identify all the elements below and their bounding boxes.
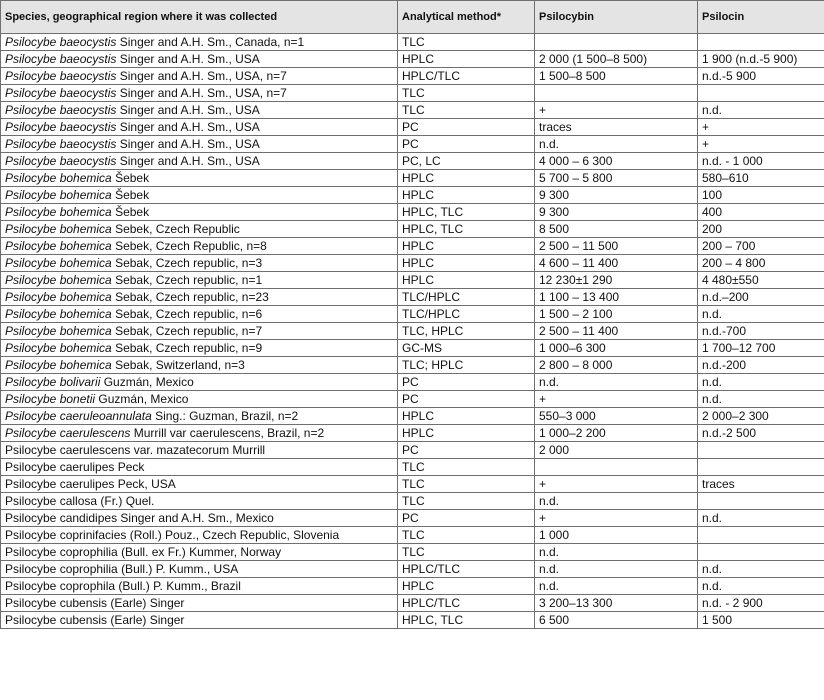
cell-method: TLC/HPLC: [398, 289, 535, 306]
cell-species: [1, 544, 398, 561]
table-row: [1, 323, 824, 340]
species-details: Guzmán, Mexico: [100, 375, 194, 389]
cell-psilocybin: n.d.: [535, 136, 698, 153]
cell-method: PC: [398, 391, 535, 408]
table-row: [1, 391, 824, 408]
cell-psilocybin: 3 200–13 300: [535, 595, 698, 612]
cell-psilocybin: n.d.: [535, 493, 698, 510]
cell-species: [1, 340, 398, 357]
cell-psilocin: n.d.-5 900: [698, 68, 824, 85]
species-details: Guzmán, Mexico: [95, 392, 189, 406]
species-details: Singer and A.H. Sm., USA: [116, 103, 260, 117]
cell-species: [1, 136, 398, 153]
cell-psilocybin: n.d.: [535, 578, 698, 595]
species-details: Sebek, Czech Republic, n=8: [111, 239, 267, 253]
cell-species: [1, 476, 398, 493]
cell-method: HPLC: [398, 255, 535, 272]
cell-psilocybin: +: [535, 510, 698, 527]
cell-psilocybin: 4 000 – 6 300: [535, 153, 698, 170]
cell-species: [1, 510, 398, 527]
cell-psilocybin: 1 000–2 200: [535, 425, 698, 442]
species-details: Singer and A.H. Sm., Canada, n=1: [116, 35, 305, 49]
table-row: [1, 459, 824, 476]
cell-psilocin: [698, 34, 824, 51]
cell-psilocybin: 6 500: [535, 612, 698, 629]
cell-psilocin: 1 700–12 700: [698, 340, 824, 357]
species-name: Psilocybe baeocystis: [5, 69, 117, 83]
table-row: [1, 34, 824, 51]
species-details: Sebak, Czech republic, n=6: [111, 307, 263, 321]
cell-psilocin: 1 500: [698, 612, 824, 629]
cell-method: HPLC/TLC: [398, 595, 535, 612]
table-row: [1, 255, 824, 272]
species-name: Psilocybe bohemica: [5, 273, 112, 287]
table-row: [1, 102, 824, 119]
col-header-psilocybin: Psilocybin: [535, 1, 698, 34]
cell-method: HPLC: [398, 170, 535, 187]
cell-psilocybin: 2 000 (1 500–8 500): [535, 51, 698, 68]
cell-species: [1, 34, 398, 51]
cell-species: [1, 612, 398, 629]
cell-species: [1, 153, 398, 170]
cell-psilocybin: 8 500: [535, 221, 698, 238]
cell-psilocin: 580–610: [698, 170, 824, 187]
cell-psilocin: +: [698, 119, 824, 136]
species-details: Psilocybe caerulipes Peck: [5, 460, 145, 474]
cell-psilocybin: 9 300: [535, 187, 698, 204]
cell-psilocin: 100: [698, 187, 824, 204]
cell-psilocin: [698, 527, 824, 544]
cell-method: TLC: [398, 85, 535, 102]
species-details: Sebak, Czech republic, n=7: [111, 324, 263, 338]
cell-species: [1, 408, 398, 425]
cell-method: HPLC: [398, 578, 535, 595]
cell-species: [1, 493, 398, 510]
cell-method: PC: [398, 136, 535, 153]
table-row: [1, 272, 824, 289]
cell-species: [1, 425, 398, 442]
cell-psilocin: n.d.: [698, 561, 824, 578]
species-name: Psilocybe bohemica: [5, 341, 112, 355]
cell-species: [1, 119, 398, 136]
cell-method: TLC: [398, 34, 535, 51]
cell-method: HPLC, TLC: [398, 204, 535, 221]
cell-method: PC, LC: [398, 153, 535, 170]
cell-method: TLC: [398, 544, 535, 561]
species-details: Šebek: [111, 188, 150, 202]
cell-psilocybin: n.d.: [535, 374, 698, 391]
cell-method: HPLC: [398, 51, 535, 68]
cell-psilocin: [698, 442, 824, 459]
cell-psilocin: [698, 493, 824, 510]
cell-species: [1, 306, 398, 323]
cell-species: [1, 527, 398, 544]
species-details: Sebak, Czech republic, n=3: [111, 256, 263, 270]
cell-psilocybin: 550–3 000: [535, 408, 698, 425]
cell-species: [1, 204, 398, 221]
cell-psilocybin: +: [535, 476, 698, 493]
table-row: [1, 425, 824, 442]
cell-species: [1, 170, 398, 187]
cell-method: TLC, HPLC: [398, 323, 535, 340]
species-details: Psilocybe callosa (Fr.) Quel.: [5, 494, 155, 508]
table-row: [1, 408, 824, 425]
species-details: Šebek: [111, 205, 150, 219]
cell-method: PC: [398, 374, 535, 391]
cell-species: [1, 51, 398, 68]
cell-psilocin: n.d.: [698, 374, 824, 391]
cell-psilocybin: n.d.: [535, 561, 698, 578]
species-details: Psilocybe coprinifacies (Roll.) Pouz., Czech Republic, Slovenia: [5, 528, 340, 542]
cell-psilocin: [698, 85, 824, 102]
table-row: [1, 51, 824, 68]
cell-psilocin: traces: [698, 476, 824, 493]
species-name: Psilocybe baeocystis: [5, 137, 117, 151]
cell-psilocin: 1 900 (n.d.-5 900): [698, 51, 824, 68]
species-details: Sebak, Switzerland, n=3: [111, 358, 245, 372]
cell-psilocybin: 1 500 – 2 100: [535, 306, 698, 323]
table-row: [1, 561, 824, 578]
cell-method: HPLC: [398, 187, 535, 204]
cell-psilocin: 200 – 4 800: [698, 255, 824, 272]
cell-species: [1, 595, 398, 612]
table-row: [1, 289, 824, 306]
table-header-row: [1, 1, 824, 34]
species-name: Psilocybe bohemica: [5, 239, 112, 253]
cell-psilocin: [698, 459, 824, 476]
cell-psilocin: n.d.: [698, 578, 824, 595]
cell-psilocin: n.d. - 2 900: [698, 595, 824, 612]
species-name: Psilocybe bohemica: [5, 358, 112, 372]
table-row: [1, 374, 824, 391]
cell-psilocybin: 2 800 – 8 000: [535, 357, 698, 374]
cell-species: [1, 323, 398, 340]
table-row: [1, 544, 824, 561]
cell-species: [1, 391, 398, 408]
cell-psilocin: n.d.: [698, 391, 824, 408]
cell-method: TLC: [398, 102, 535, 119]
species-name: Psilocybe caeruleoannulata: [5, 409, 152, 423]
col-header-method: Analytical method*: [398, 1, 535, 34]
species-name: Psilocybe bolivarii: [5, 375, 101, 389]
species-details: Singer and A.H. Sm., USA: [116, 137, 260, 151]
cell-psilocybin: [535, 459, 698, 476]
table-row: [1, 340, 824, 357]
cell-psilocybin: 5 700 – 5 800: [535, 170, 698, 187]
cell-psilocybin: +: [535, 391, 698, 408]
table-row: [1, 493, 824, 510]
species-name: Psilocybe bohemica: [5, 256, 112, 270]
table-row: [1, 238, 824, 255]
cell-psilocin: [698, 544, 824, 561]
cell-psilocybin: 12 230±1 290: [535, 272, 698, 289]
species-name: Psilocybe bonetii: [5, 392, 96, 406]
species-details: Sebak, Czech republic, n=23: [111, 290, 269, 304]
species-details: Psilocybe cubensis (Earle) Singer: [5, 596, 185, 610]
cell-species: [1, 459, 398, 476]
species-details: Psilocybe cubensis (Earle) Singer: [5, 613, 185, 627]
table-row: [1, 476, 824, 493]
cell-species: [1, 578, 398, 595]
cell-species: [1, 357, 398, 374]
cell-psilocybin: 1 000: [535, 527, 698, 544]
table-row: [1, 119, 824, 136]
species-name: Psilocybe bohemica: [5, 324, 112, 338]
species-details: Psilocybe coprophila (Bull.) P. Kumm., Brazil: [5, 579, 241, 593]
table-row: [1, 187, 824, 204]
cell-psilocin: n.d.-200: [698, 357, 824, 374]
species-details: Singer and A.H. Sm., USA: [116, 52, 260, 66]
cell-species: [1, 561, 398, 578]
table-row: [1, 527, 824, 544]
table-row: [1, 68, 824, 85]
species-details: Singer and A.H. Sm., USA, n=7: [116, 86, 287, 100]
cell-psilocybin: 1 500–8 500: [535, 68, 698, 85]
species-name: Psilocybe bohemica: [5, 171, 112, 185]
cell-psilocin: 400: [698, 204, 824, 221]
species-details: Singer and A.H. Sm., USA, n=7: [116, 69, 287, 83]
species-name: Psilocybe baeocystis: [5, 86, 117, 100]
species-name: Psilocybe bohemica: [5, 205, 112, 219]
cell-species: [1, 187, 398, 204]
cell-method: TLC/HPLC: [398, 306, 535, 323]
species-details: Psilocybe coprophilia (Bull. ex Fr.) Kummer, Norway: [5, 545, 282, 559]
species-name: Psilocybe bohemica: [5, 307, 112, 321]
species-name: Psilocybe bohemica: [5, 188, 112, 202]
cell-psilocin: n.d.-2 500: [698, 425, 824, 442]
cell-psilocin: 200: [698, 221, 824, 238]
cell-species: [1, 102, 398, 119]
species-details: Psilocybe coprophilia (Bull.) P. Kumm., USA: [5, 562, 239, 576]
species-details: Singer and A.H. Sm., USA: [116, 154, 260, 168]
cell-species: [1, 255, 398, 272]
cell-method: GC-MS: [398, 340, 535, 357]
species-name: Psilocybe bohemica: [5, 290, 112, 304]
table-row: [1, 357, 824, 374]
species-name: Psilocybe baeocystis: [5, 103, 117, 117]
cell-method: TLC: [398, 527, 535, 544]
cell-method: HPLC: [398, 238, 535, 255]
cell-psilocin: +: [698, 136, 824, 153]
cell-psilocybin: n.d.: [535, 544, 698, 561]
cell-psilocin: n.d.: [698, 306, 824, 323]
species-details: Psilocybe caerulescens var. mazatecorum Murrill: [5, 443, 266, 457]
cell-species: [1, 289, 398, 306]
col-header-species: Species, geographical region where it was collected: [1, 1, 398, 34]
cell-psilocin: n.d.-700: [698, 323, 824, 340]
cell-psilocybin: 1 000–6 300: [535, 340, 698, 357]
cell-method: PC: [398, 119, 535, 136]
table-row: [1, 442, 824, 459]
cell-method: HPLC, TLC: [398, 612, 535, 629]
cell-method: PC: [398, 510, 535, 527]
cell-psilocin: 4 480±550: [698, 272, 824, 289]
cell-species: [1, 221, 398, 238]
cell-method: TLC: [398, 493, 535, 510]
cell-species: [1, 85, 398, 102]
table-row: [1, 221, 824, 238]
cell-psilocybin: [535, 34, 698, 51]
cell-psilocin: n.d.: [698, 510, 824, 527]
species-details: Sebak, Czech republic, n=1: [111, 273, 263, 287]
table-row: [1, 595, 824, 612]
cell-species: [1, 238, 398, 255]
species-details: Šebek: [111, 171, 150, 185]
cell-psilocin: n.d. - 1 000: [698, 153, 824, 170]
cell-psilocin: n.d.–200: [698, 289, 824, 306]
cell-method: TLC: [398, 459, 535, 476]
table-row: [1, 578, 824, 595]
table-body: [1, 34, 824, 629]
cell-psilocybin: 2 000: [535, 442, 698, 459]
species-details: Murrill var caerulescens, Brazil, n=2: [130, 426, 325, 440]
table-row: [1, 153, 824, 170]
species-details: Sing.: Guzman, Brazil, n=2: [151, 409, 299, 423]
species-name: Psilocybe caerulescens: [5, 426, 131, 440]
species-name: Psilocybe baeocystis: [5, 35, 117, 49]
cell-species: [1, 374, 398, 391]
cell-species: [1, 442, 398, 459]
cell-psilocybin: 1 100 – 13 400: [535, 289, 698, 306]
table-row: [1, 204, 824, 221]
species-details: Psilocybe candidipes Singer and A.H. Sm., Mexico: [5, 511, 274, 525]
table-row: [1, 612, 824, 629]
cell-method: TLC; HPLC: [398, 357, 535, 374]
cell-method: HPLC: [398, 408, 535, 425]
cell-psilocybin: 4 600 – 11 400: [535, 255, 698, 272]
cell-psilocybin: traces: [535, 119, 698, 136]
cell-psilocybin: +: [535, 102, 698, 119]
cell-method: HPLC/TLC: [398, 68, 535, 85]
cell-method: HPLC/TLC: [398, 561, 535, 578]
species-details: Sebek, Czech Republic: [111, 222, 240, 236]
table-row: [1, 136, 824, 153]
cell-psilocin: 2 000–2 300: [698, 408, 824, 425]
cell-species: [1, 272, 398, 289]
cell-method: HPLC, TLC: [398, 221, 535, 238]
cell-species: [1, 68, 398, 85]
cell-method: PC: [398, 442, 535, 459]
species-details: Sebak, Czech republic, n=9: [111, 341, 263, 355]
species-name: Psilocybe bohemica: [5, 222, 112, 236]
cell-psilocybin: 2 500 – 11 500: [535, 238, 698, 255]
cell-method: HPLC: [398, 425, 535, 442]
cell-psilocybin: 9 300: [535, 204, 698, 221]
cell-method: HPLC: [398, 272, 535, 289]
cell-psilocybin: 2 500 – 11 400: [535, 323, 698, 340]
table-row: [1, 170, 824, 187]
species-name: Psilocybe baeocystis: [5, 120, 117, 134]
cell-psilocin: n.d.: [698, 102, 824, 119]
species-name: Psilocybe baeocystis: [5, 154, 117, 168]
table-row: [1, 510, 824, 527]
table-row: [1, 306, 824, 323]
cell-method: TLC: [398, 476, 535, 493]
table-row: [1, 85, 824, 102]
cell-psilocybin: [535, 85, 698, 102]
species-details: Psilocybe caerulipes Peck, USA: [5, 477, 176, 491]
cell-psilocin: 200 – 700: [698, 238, 824, 255]
species-name: Psilocybe baeocystis: [5, 52, 117, 66]
species-details: Singer and A.H. Sm., USA: [116, 120, 260, 134]
col-header-psilocin: Psilocin: [698, 1, 824, 34]
